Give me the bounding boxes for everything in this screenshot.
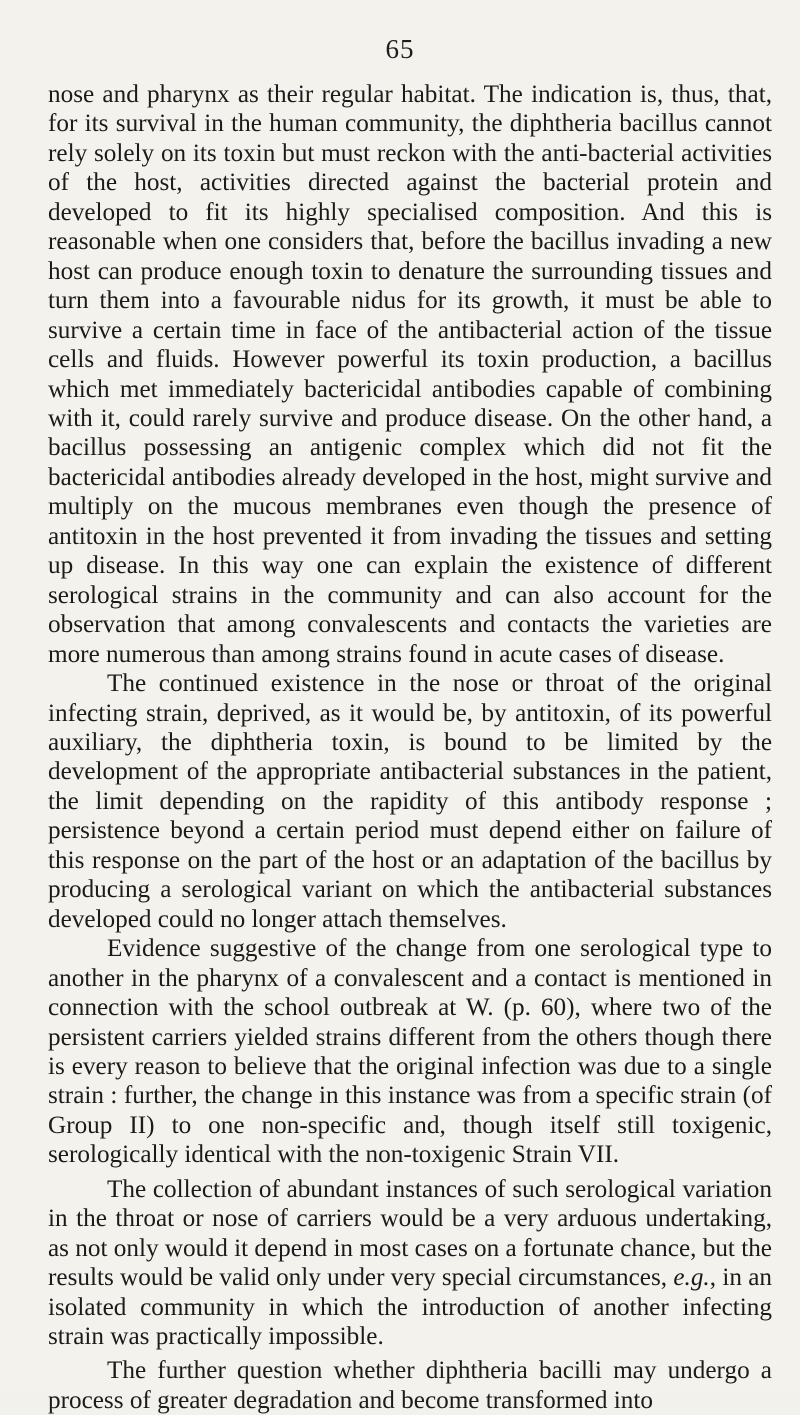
paragraph-4-italic: e.g. <box>673 1264 710 1292</box>
body-text <box>48 80 772 1415</box>
paragraph-2: The continued existence in the nose or throat of the original infecting strain, deprived, as it would be, by antitoxin, of its powerful auxiliary, the diphtheria toxin, is bound to be limited by the development of the appropriate antibacterial substances in the patient, the limit depending on the rapidity of this antibody response ; persistence beyond a certain period must depend either on failure of this response on the part of the host or an adaptation of the bacillus by producing a serological variant on which the antibacterial substances developed could no longer attach themselves. <box>48 670 772 933</box>
paragraph-3: Evidence suggestive of the change from one serological type to another in the pharynx of a convalescent and a contact is mentioned in connection with the school outbreak at W. (p. 60), where two of the persistent carriers yielded strains different from the others though there is every reason to believe that the original infection was due to a single strain : further, the change in this instance was from a specific strain (of Group II) to one non-specific and, though itself still toxigenic, serologically identical with the non-toxigenic Strain VII. <box>48 935 772 1169</box>
paragraph-4 <box>48 1175 772 1352</box>
paragraph-1: nose and pharynx as their regular habitat. The indication is, thus, that, for its survival in the human community, the diphtheria bacillus cannot rely solely on its toxin but must reckon with the anti-bacterial activities of the host, activities directed against the bacterial protein and developed to fit its highly specialised composition. And this is reasonable when one considers that, before the bacillus invading a new host can produce enough toxin to denature the surrounding tissues and turn them into a favourable nidus for its growth, it must be able to survive a certain time in face of the antibacterial action of the tissue cells and fluids. However powerful its toxin production, a bacillus which met immediately bactericidal antibodies capable of combining with it, could rarely survive and produce disease. On the other hand, a bacillus possessing an antigenic complex which did not fit the bactericidal antibodies already developed in the host, might survive and multiply on the mucous membranes even though the presence of antitoxin in the host prevented it from invading the tissues and setting up disease. In this way one can explain the existence of different serological strains in the community and can also account for the observation that among convalescents and contacts the varieties are more numerous than among strains found in acute cases of disease. <box>48 81 772 668</box>
page-number: 65 <box>385 34 415 64</box>
paragraph-4-text-after: , in an isolated community in which the introduction of another infecting strain was practically impossible. <box>48 1264 772 1351</box>
paragraph-5: The further question whether diphtheria bacilli may undergo a process of greater degradation and become transformed into <box>48 1357 772 1414</box>
paragraph-4-text-before: The collection of abundant instances of such serological variation in the throat or nose of carriers would be a very arduous undertaking, as not only would it depend in most cases on a fortunate chance, but the results would be valid only under very special circumstances, <box>48 1175 772 1292</box>
